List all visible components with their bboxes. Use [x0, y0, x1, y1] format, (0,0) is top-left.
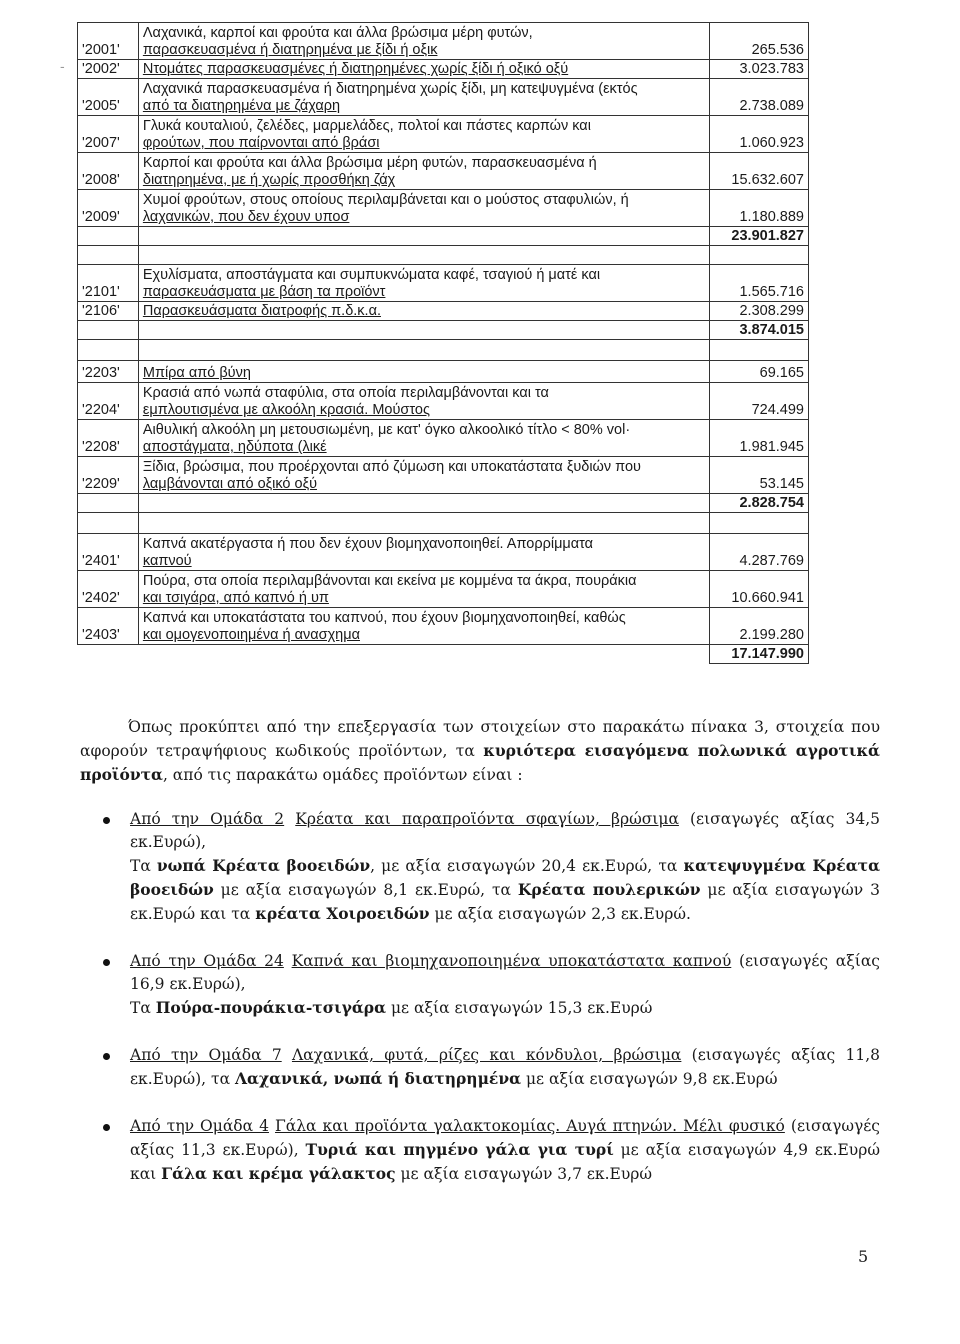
code-cell: '2101' — [78, 265, 139, 302]
value-cell: 2.738.089 — [710, 79, 809, 116]
group-label: Από την Ομάδα 7 — [130, 1046, 282, 1064]
desc-line: Ξίδια, βρώσιμα, που προέρχονται από ζύμωση και υποκατάστατα ξυδιών που — [142, 459, 641, 475]
group-name: Λαχανικά, φυτά, ρίζες και κόνδυλοι, βρώσιμα — [291, 1046, 682, 1064]
desc-line: Εχυλίσματα, αποστάγματα και συμπυκνώματα καφέ, τσαγιού ή ματέ και — [142, 267, 601, 283]
total-row — [78, 227, 809, 246]
code-cell: '2401' — [78, 534, 139, 571]
desc-cell — [138, 383, 709, 420]
value-cell: 2.308.299 — [710, 302, 809, 321]
intro-paragraph: Όπως προκύπτει από την επεξεργασία των στοιχείων στο παρακάτω πίνακα 3, στοιχεία που αφορούν τετραψήφιους κωδικούς προϊόντων, τα κυριότερα εισαγόμενα πολωνικά αγροτικά προϊόντα, από τις παρακάτω ομάδες προϊόντων είναι : — [80, 718, 880, 784]
desc-line: διατηρημένα, με ή χωρίς προσθήκη ζάχ — [142, 172, 396, 188]
table-row — [78, 60, 809, 79]
total-row — [78, 321, 809, 340]
list-item: Από την Ομάδα 24 Καπνά και βιομηχανοποιημένα υποκατάστατα καπνού (εισαγωγές αξίας 16,9 εκ.Ευρώ), Τα Πούρα-πουράκια-τσιγάρα με αξία εισαγωγών 15,3 εκ.Ευρώ — [80, 950, 880, 1020]
scan-mark: - — [60, 58, 65, 74]
value-cell: 1.180.889 — [710, 190, 809, 227]
desc-cell — [138, 608, 709, 645]
intro-emphasis: κυριότερα εισαγόμενα πολωνικά αγροτικά προϊόντα — [80, 741, 880, 784]
value-cell: 3.023.783 — [710, 60, 809, 79]
table-row — [78, 116, 809, 153]
desc-cell — [138, 361, 709, 383]
desc-cell — [138, 79, 709, 116]
code-cell: '2008' — [78, 153, 139, 190]
imports-table — [77, 22, 809, 664]
desc-line: Καρποί και φρούτα και άλλα βρώσιμα μέρη φυτών, παρασκευασμένα ή — [142, 155, 597, 171]
code-cell: '2009' — [78, 190, 139, 227]
bullet-icon — [103, 1053, 110, 1060]
desc-cell — [138, 23, 709, 60]
group-total: 3.874.015 — [710, 321, 809, 340]
desc-line: Λαχανικά παρασκευασμένα ή διατηρημένα χωρίς ξίδι, μη κατεψυγμένα (εκτός — [142, 81, 638, 97]
code-cell: '2402' — [78, 571, 139, 608]
list-item: Από την Ομάδα 2 Κρέατα και παραπροϊόντα σφαγίων, βρώσιμα (εισαγωγές αξίας 34,5 εκ.Ευρώ), Τα νωπά Κρέατα βοοειδών, με αξία εισαγωγών 20,4 εκ.Ευρώ, τα κατεψυγμένα Κρέατα βοοειδών με αξία εισαγωγών 8,1 εκ.Ευρώ, τα Κρέατα πουλερικών με αξία εισαγωγών 3 εκ.Ευρώ και τα κρέατα Χοιροειδών με αξία εισαγωγών 2,3 εκ.Ευρώ. — [80, 808, 880, 926]
table-row — [78, 608, 809, 645]
desc-line: Λαχανικά, καρποί και φρούτα και άλλα βρώσιμα μέρη φυτών, — [142, 25, 533, 41]
table-row — [78, 302, 809, 321]
desc-line: φρούτων, που παίρνονται από βράσι — [142, 135, 380, 151]
value-cell: 1.565.716 — [710, 265, 809, 302]
desc-line: και ομογενοποιημένα ή ανασχημα — [142, 627, 360, 643]
desc-line: λαμβάνονται από οξικό οξύ — [142, 476, 317, 492]
desc-line: Ντομάτες παρασκευασμένες ή διατηρημένες χωρίς ξίδι ή οξικό οξύ — [142, 61, 569, 77]
desc-line: Χυμοί φρούτων, στους οποίους περιλαμβάνεται και ο μούστος σταφυλιών, ή — [142, 192, 629, 208]
value-cell: 53.145 — [710, 457, 809, 494]
list-item: Από την Ομάδα 4 Γάλα και προϊόντα γαλακτοκομίας. Αυγά πτηνών. Μέλι φυσικό (εισαγωγές αξίας 11,3 εκ.Ευρώ), Τυριά και πηγμένο γάλα για τυρί με αξία εισαγωγών 4,9 εκ.Ευρώ και Γάλα και κρέμα γάλακτος με αξία εισαγωγών 3,7 εκ.Ευρώ — [80, 1115, 880, 1186]
desc-line: Γλυκά κουταλιού, ζελέδες, μαρμελάδες, πολτοί και πάστες καρπών και — [142, 118, 591, 134]
table-row — [78, 383, 809, 420]
value-cell: 265.536 — [710, 23, 809, 60]
code-cell: '2001' — [78, 23, 139, 60]
total-row — [78, 494, 809, 513]
spacer-row — [78, 340, 809, 361]
desc-line: παρασκευάσματα με βάση τα προϊόντ — [142, 284, 386, 300]
desc-cell — [138, 571, 709, 608]
code-cell: '2209' — [78, 457, 139, 494]
desc-cell — [138, 190, 709, 227]
desc-line: Πούρα, στα οποία περιλαμβάνονται και εκείνα με κομμένα τα άκρα, πουράκια — [142, 573, 637, 589]
desc-cell — [138, 116, 709, 153]
bullet-icon — [103, 959, 110, 966]
desc-line: Κρασιά από νωπά σταφύλια, στα οποία περιλαμβάνονται και τα — [142, 385, 549, 401]
code-cell: '2203' — [78, 361, 139, 383]
code-cell: '2106' — [78, 302, 139, 321]
table-row — [78, 23, 809, 60]
table-row — [78, 571, 809, 608]
total-row — [78, 645, 809, 664]
desc-line: Καπνά ακατέργαστα ή που δεν έχουν βιομηχανοποιηθεί. Απορρίμματα — [142, 536, 594, 552]
desc-cell — [138, 60, 709, 79]
value-cell: 10.660.941 — [710, 571, 809, 608]
value-cell: 4.287.769 — [710, 534, 809, 571]
desc-line: εμπλουτισμένα με αλκοόλη κρασιά. Μούστος — [142, 402, 430, 418]
table-row — [78, 361, 809, 383]
desc-line: λαχανικών, που δεν έχουν υποσ — [142, 209, 350, 225]
value-cell: 724.499 — [710, 383, 809, 420]
desc-line: παρασκευασμένα ή διατηρημένα με ξίδι ή οξικ — [142, 42, 438, 58]
table-row — [78, 534, 809, 571]
desc-cell — [138, 457, 709, 494]
group-label: Από την Ομάδα 24 — [130, 952, 284, 970]
page-number: 5 — [858, 1247, 869, 1266]
code-cell: '2007' — [78, 116, 139, 153]
desc-line: Μπίρα από βύνη — [142, 365, 251, 381]
desc-line: Καπνά και υποκατάστατα του καπνού, που έχουν βιομηχανοποιηθεί, καθώς — [142, 610, 626, 626]
desc-line: καπνού — [142, 553, 192, 569]
desc-cell — [138, 153, 709, 190]
table-row — [78, 457, 809, 494]
desc-cell — [138, 302, 709, 321]
table-row — [78, 79, 809, 116]
group-label: Από την Ομάδα 4 — [130, 1117, 269, 1135]
table-row — [78, 190, 809, 227]
value-cell: 1.060.923 — [710, 116, 809, 153]
bullet-icon — [103, 1124, 110, 1131]
value-cell: 69.165 — [710, 361, 809, 383]
value-cell: 2.199.280 — [710, 608, 809, 645]
table-row — [78, 265, 809, 302]
group-total: 23.901.827 — [710, 227, 809, 246]
group-name: Γάλα και προϊόντα γαλακτοκομίας. Αυγά πτηνών. Μέλι φυσικό — [275, 1117, 785, 1135]
code-cell: '2403' — [78, 608, 139, 645]
group-label: Από την Ομάδα 2 — [130, 810, 285, 828]
spacer-row — [78, 246, 809, 265]
group-name: Καπνά και βιομηχανοποιημένα υποκατάστατα καπνού — [291, 952, 732, 970]
desc-cell — [138, 534, 709, 571]
code-cell: '2204' — [78, 383, 139, 420]
table-row — [78, 420, 809, 457]
list-item: Από την Ομάδα 7 Λαχανικά, φυτά, ρίζες και κόνδυλοι, βρώσιμα (εισαγωγές αξίας 11,8 εκ.Ευρώ), τα Λαχανικά, νωπά ή διατηρημένα με αξία εισαγωγών 9,8 εκ.Ευρώ — [80, 1044, 880, 1091]
desc-line: Αιθυλική αλκοόλη μη μετουσιωμένη, με κατ' όγκο αλκοολικό τίτλο < 80% vol· — [142, 422, 631, 438]
desc-line: και τσιγάρα, από καπνό ή υπ — [142, 590, 329, 606]
desc-line: αποστάγματα, ηδύποτα (λικέ — [142, 439, 327, 455]
group-total: 17.147.990 — [710, 645, 809, 664]
table-row — [78, 153, 809, 190]
code-cell: '2208' — [78, 420, 139, 457]
spacer-row — [78, 513, 809, 534]
desc-line: Παρασκευάσματα διατροφής π.δ.κ.α. — [142, 303, 381, 319]
group-name: Κρέατα και παραπροϊόντα σφαγίων, βρώσιμα — [295, 810, 679, 828]
desc-cell — [138, 420, 709, 457]
desc-cell — [138, 265, 709, 302]
desc-line: από τα διατηρημένα με ζάχαρη — [142, 98, 341, 114]
value-cell: 1.981.945 — [710, 420, 809, 457]
value-cell: 15.632.607 — [710, 153, 809, 190]
group-total: 2.828.754 — [710, 494, 809, 513]
code-cell: '2005' — [78, 79, 139, 116]
bullet-list — [80, 808, 880, 1210]
code-cell: '2002' — [78, 60, 139, 79]
bullet-icon — [103, 817, 110, 824]
